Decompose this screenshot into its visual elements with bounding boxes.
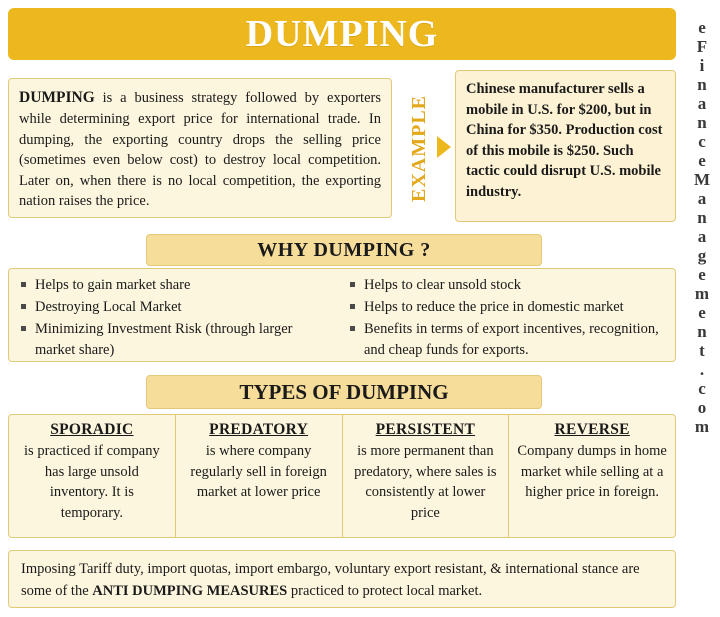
anti-dumping-footer-panel	[8, 550, 676, 608]
type-card-reverse	[509, 414, 676, 538]
brand-label: eFinanceManagement.com	[692, 18, 712, 436]
list-item: Benefits in terms of export incentives, recognition, and cheap funds for exports.	[348, 319, 665, 361]
list-item: Destroying Local Market	[19, 297, 336, 318]
right-arrow-icon	[437, 136, 451, 158]
why-dumping-right-column	[342, 275, 671, 359]
why-dumping-right-list	[348, 275, 665, 361]
why-dumping-left-list	[19, 275, 336, 361]
definition-text: is a business strategy followed by exporters while determining export price for international trade. In dumping, the exporting country drops the selling price (sometimes even below cost) to destroy local competition. Later on, when there is no local competition, the exporting nation raises the price.	[19, 90, 381, 210]
example-label-wrap	[398, 78, 440, 218]
list-item: Minimizing Investment Risk (through larger market share)	[19, 319, 336, 361]
types-of-dumping-heading-label: TYPES OF DUMPING	[239, 379, 449, 404]
types-of-dumping-heading	[146, 375, 542, 409]
why-dumping-left-column	[13, 275, 342, 359]
type-card-predatory	[176, 414, 343, 538]
brand-watermark	[686, 18, 718, 598]
type-card-description: is practiced if company has large unsold inventory. It is temporary.	[24, 443, 160, 521]
footer-keyword: ANTI DUMPING MEASURES	[92, 582, 288, 599]
footer-lead-text: Imposing Tariff duty, import quotas, import embargo, voluntary export resistant, & international stance are some of the	[21, 561, 640, 599]
type-card-description: is more permanent than predatory, where sales is consistently at lower price	[354, 443, 497, 521]
type-card-sporadic	[8, 414, 176, 538]
list-item: Helps to reduce the price in domestic market	[348, 297, 665, 318]
type-card-description: Company dumps in home market while selling at a higher price in foreign.	[517, 443, 667, 501]
page-title-banner	[8, 8, 676, 60]
footer-tail-text: practiced to protect local market.	[287, 582, 483, 599]
type-card-persistent	[343, 414, 510, 538]
type-card-description: is where company regularly sell in foreign market at lower price	[190, 443, 327, 501]
page-title: DUMPING	[245, 13, 439, 55]
example-label: EXAMPLE	[407, 94, 430, 202]
example-panel	[455, 70, 676, 222]
type-card-title: SPORADIC	[50, 421, 134, 438]
type-card-title: PERSISTENT	[375, 421, 476, 438]
why-dumping-heading-label: WHY DUMPING ?	[257, 238, 431, 261]
why-dumping-heading	[146, 234, 542, 266]
list-item: Helps to clear unsold stock	[348, 275, 665, 296]
type-card-title: PREDATORY	[209, 421, 309, 438]
example-text: Chinese manufacturer sells a mobile in U.S. for $200, but in China for $350. Production cost of this mobile is $250. Such tactic could disrupt U.S. mobile industry.	[466, 81, 663, 200]
type-card-title: REVERSE	[554, 421, 630, 438]
definition-keyword: DUMPING	[19, 89, 95, 106]
definition-panel	[8, 78, 392, 218]
why-dumping-panel	[8, 268, 676, 362]
list-item: Helps to gain market share	[19, 275, 336, 296]
definition-paragraph	[19, 87, 381, 212]
footer-paragraph	[21, 559, 663, 603]
types-of-dumping-panel	[8, 414, 676, 538]
